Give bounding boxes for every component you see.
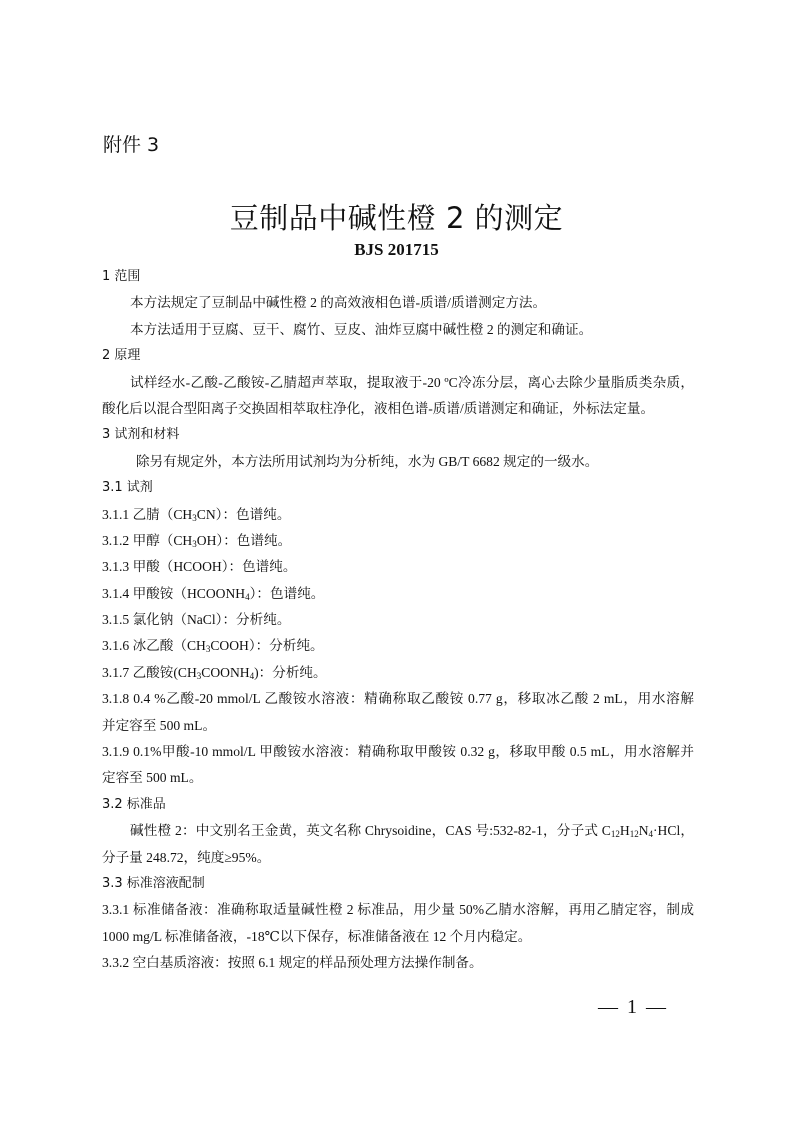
text-segment: 3.1.1 乙腈（CH (102, 506, 193, 522)
text-line (102, 451, 694, 477)
text-segment: 3.3.1 标准储备液：准确称取适量碱性橙 2 标准品，用少量 50%乙腈水溶解，再用乙腈定容，制成 (102, 902, 694, 918)
text-segment: 本方法适用于豆腐、豆干、腐竹、豆皮、油炸豆腐中碱性橙 2 的测定和确证。 (130, 321, 593, 337)
text-segment: ·HCl， (653, 823, 695, 839)
text-segment: 2 原理 (102, 348, 141, 364)
document-title: 豆制品中碱性橙 2 的测定 (229, 201, 564, 235)
text-line (102, 741, 694, 767)
text-segment: 3.1.3 甲酸（HCOOH）：色谱纯。 (102, 559, 297, 575)
text-line (102, 899, 694, 925)
section-heading (102, 424, 694, 450)
text-line (102, 556, 694, 582)
text-line (102, 662, 694, 688)
text-line (102, 504, 694, 530)
text-segment: 分子量 248.72，纯度≥95%。 (102, 849, 271, 865)
text-segment: 3.1.5 氯化钠（NaCl）：分析纯。 (102, 612, 291, 628)
text-segment: 除另有规定外，本方法所用试剂均为分析纯，水为 GB/T 6682 规定的一级水。 (136, 453, 599, 469)
text-line (102, 398, 694, 424)
text-segment: COONH (201, 664, 250, 680)
text-line (102, 583, 694, 609)
text-segment: 酸化后以混合型阳离子交换固相萃取柱净化，液相色谱-质谱/质谱测定和确证，外标法定量。 (102, 400, 655, 416)
text-segment: 试样经水-乙酸-乙酸铵-乙腈超声萃取，提取液于-20 ºC冷冻分层，离心去除少量脂质类杂质， (130, 374, 694, 390)
text-segment: N (638, 823, 649, 839)
subscript: 3 (205, 644, 211, 655)
subscript: 4 (648, 829, 654, 840)
text-segment: 3.1.6 冰乙酸（CH (102, 638, 206, 654)
text-segment: 3.1.2 甲醇（CH (102, 532, 193, 548)
text-segment: 本方法规定了豆制品中碱性橙 2 的高效液相色谱-质谱/质谱测定方法。 (130, 295, 547, 311)
text-segment: OH）：色谱纯。 (196, 532, 292, 548)
text-segment: 3.2 标准品 (102, 796, 166, 812)
text-segment: 3.1.4 甲酸铵（HCOONH (102, 585, 246, 601)
page-number: — 1 — (598, 996, 668, 1018)
text-line (102, 292, 694, 318)
standard-code: BJS 201715 (354, 240, 439, 259)
text-segment: 3.1 试剂 (102, 480, 153, 496)
text-segment: 1000 mg/L 标准储备液，-18℃以下保存，标准储备液在 12 个月内稳定。 (102, 928, 532, 944)
subscript: 12 (629, 829, 639, 840)
subscript: 3 (196, 670, 202, 681)
text-line (102, 715, 694, 741)
text-segment: 3 试剂和材料 (102, 427, 180, 443)
text-segment: COOH）：分析纯。 (210, 638, 324, 654)
text-segment: 3.3 标准溶液配制 (102, 875, 205, 891)
subscript: 3 (192, 512, 197, 523)
text-line (102, 635, 694, 661)
text-line (102, 319, 694, 345)
section-heading (102, 794, 694, 820)
text-segment: H (619, 823, 630, 839)
text-segment: 3.3.2 空白基质溶液：按照 6.1 规定的样品预处理方法操作制备。 (102, 955, 483, 971)
text-line (102, 952, 694, 978)
text-segment: CN）：色谱纯。 (196, 506, 291, 522)
document-body (102, 266, 694, 979)
text-line (102, 820, 694, 846)
text-segment: 3.1.8 0.4 %乙酸-20 mmol/L 乙酸铵水溶液：精确称取乙酸铵 0.77 g，移取冰乙酸 2 mL，用水溶解 (102, 691, 694, 707)
text-segment: 1 范围 (102, 269, 141, 284)
text-segment: )：分析纯。 (254, 664, 327, 680)
text-segment: 3.1.7 乙酸铵(CH (102, 664, 197, 680)
text-line (102, 372, 694, 398)
subscript: 12 (610, 829, 620, 840)
text-segment: 3.1.9 0.1%甲酸-10 mmol/L 甲酸铵水溶液：精确称取甲酸铵 0.32 g，移取甲酸 0.5 mL，用水溶解并 (102, 744, 694, 760)
text-line (102, 926, 694, 952)
section-heading (102, 345, 694, 371)
text-segment: ）：色谱纯。 (249, 585, 325, 601)
text-line (102, 609, 694, 635)
text-line (102, 688, 694, 714)
text-segment: 定容至 500 mL。 (102, 770, 203, 786)
annex-label: 附件 3 (103, 134, 160, 156)
text-segment: 碱性橙 2：中文别名王金黄，英文名称 Chrysoidine，CAS 号:532-82-1，分子式 C (130, 823, 611, 839)
text-segment: 并定容至 500 mL。 (102, 717, 217, 733)
section-heading (102, 477, 694, 503)
section-heading (102, 266, 694, 292)
text-line (102, 530, 694, 556)
text-line (102, 767, 694, 793)
subscript: 4 (245, 591, 250, 602)
section-heading (102, 873, 694, 899)
subscript: 3 (192, 538, 197, 549)
subscript: 4 (249, 670, 255, 681)
text-line (102, 847, 694, 873)
